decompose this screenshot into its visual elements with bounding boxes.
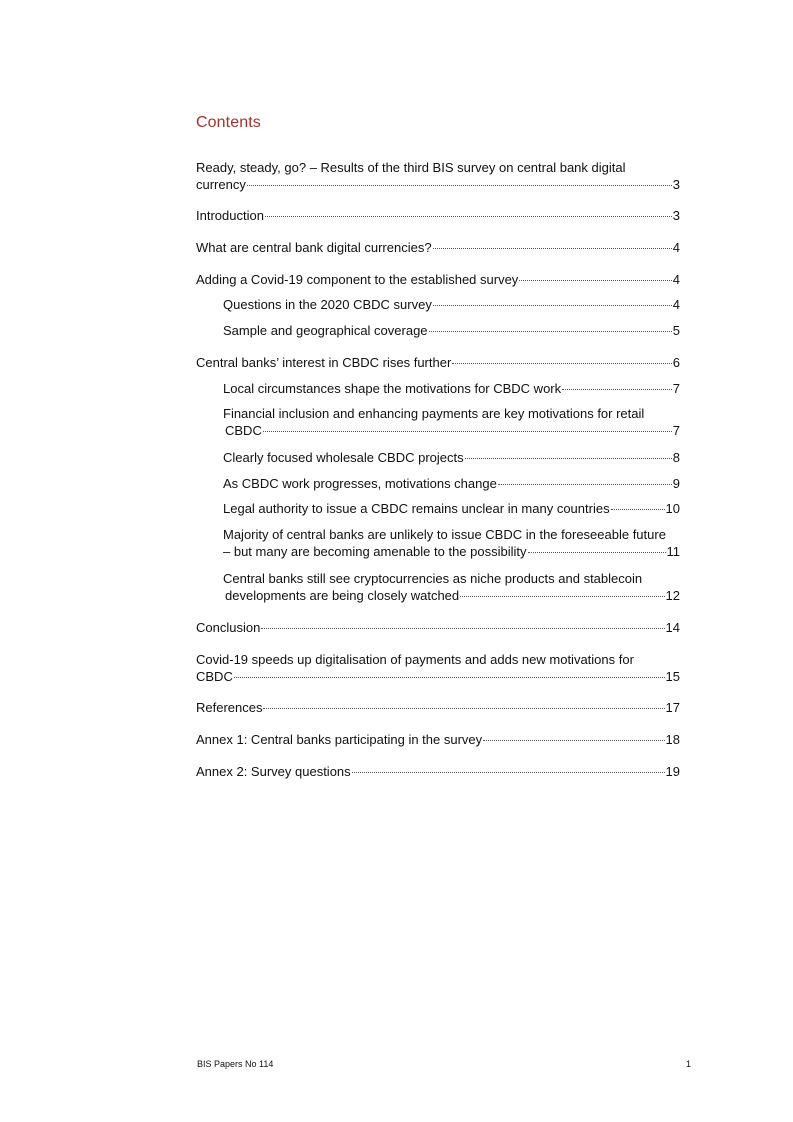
toc-page-number: 12 [665, 588, 680, 603]
toc-page-number: 18 [665, 732, 680, 747]
toc-subentry-financial-inclusion[interactable] [223, 405, 680, 439]
leader-dots [519, 280, 671, 281]
toc-page-number: 6 [672, 355, 680, 370]
toc-entry-interest-rises[interactable] [196, 354, 680, 371]
toc-entry-label: Central banks’ interest in CBDC rises further [196, 355, 452, 370]
leader-dots [263, 708, 664, 709]
toc-entry-label-cont: CBDC [225, 423, 262, 438]
leader-dots [234, 677, 665, 678]
toc-entry-label: Local circumstances shape the motivations for CBDC work [223, 381, 562, 396]
toc-page-number: 15 [665, 669, 680, 684]
toc-entry-covid-digitalisation[interactable] [196, 651, 680, 685]
toc-entry-annex-2[interactable] [196, 763, 680, 780]
toc-entry-label: Conclusion [196, 620, 261, 635]
toc-entry-label: Adding a Covid-19 component to the established survey [196, 272, 519, 287]
toc-subentry-motivations-change[interactable] [223, 475, 680, 492]
leader-dots [263, 431, 672, 432]
toc-entry-annex-1[interactable] [196, 731, 680, 748]
toc-subentry-local-circumstances[interactable] [223, 380, 680, 397]
toc-entry-label: Annex 2: Survey questions [196, 764, 351, 779]
toc-subentry-majority-unlikely[interactable] [223, 526, 680, 560]
toc-subentry-wholesale[interactable] [223, 449, 680, 466]
toc-subentry-legal-authority[interactable] [223, 500, 680, 517]
toc-page-number: 9 [672, 476, 680, 491]
leader-dots [247, 185, 672, 186]
leader-dots [611, 509, 665, 510]
toc-page-number: 3 [672, 208, 680, 223]
toc-entry-label: Introduction [196, 208, 264, 223]
leader-dots [498, 484, 672, 485]
toc-subentry-questions[interactable] [223, 296, 680, 313]
toc-page-number: 7 [672, 423, 680, 438]
leader-dots [433, 248, 672, 249]
toc-entry-label: Questions in the 2020 CBDC survey [223, 297, 432, 312]
leader-dots [352, 772, 665, 773]
toc-entry-references[interactable] [196, 699, 680, 716]
leader-dots [433, 305, 672, 306]
toc-entry-label: Sample and geographical coverage [223, 323, 428, 338]
toc-entry-label: As CBDC work progresses, motivations change [223, 476, 497, 491]
leader-dots [452, 363, 671, 364]
toc-entry-what-are-cbdc[interactable] [196, 239, 680, 256]
toc-page-number: 7 [672, 381, 680, 396]
toc-page-number: 4 [672, 240, 680, 255]
toc-entry-label: Financial inclusion and enhancing payments are key motivations for retail [223, 406, 645, 421]
toc-page-number: 14 [665, 620, 680, 635]
toc-subentry-sample[interactable] [223, 322, 680, 339]
footer-publication: BIS Papers No 114 [197, 1059, 274, 1069]
toc-page-number: 3 [672, 177, 680, 192]
toc-entry-label: Clearly focused wholesale CBDC projects [223, 450, 464, 465]
toc-entry-label: Annex 1: Central banks participating in the survey [196, 732, 483, 747]
leader-dots [562, 389, 672, 390]
toc-entry-label-cont: CBDC [196, 669, 233, 684]
toc-entry-label: References [196, 700, 263, 715]
leader-dots [429, 331, 672, 332]
toc-entry-label: Covid-19 speeds up digitalisation of payments and adds new motivations for [196, 652, 634, 667]
toc-page-number: 5 [672, 323, 680, 338]
toc-entry-label: Majority of central banks are unlikely to issue CBDC in the foreseeable future [223, 527, 666, 542]
leader-dots [465, 458, 672, 459]
toc-entry-label: Legal authority to issue a CBDC remains unclear in many countries [223, 501, 610, 516]
toc-page-number: 8 [672, 450, 680, 465]
leader-dots [460, 596, 664, 597]
leader-dots [265, 216, 672, 217]
toc-entry-label: What are central bank digital currencies? [196, 240, 432, 255]
toc-entry-label-cont: developments are being closely watched [225, 588, 460, 603]
toc-page-number: 19 [665, 764, 680, 779]
toc-entry-label: Ready, steady, go? – Results of the third BIS survey on central bank digital [196, 160, 626, 175]
toc-page-number: 4 [672, 297, 680, 312]
toc-entry-bis-survey[interactable] [196, 159, 680, 193]
toc-page-number: 4 [672, 272, 680, 287]
toc-page-number: 10 [665, 501, 680, 516]
leader-dots [261, 628, 664, 629]
toc-entry-introduction[interactable] [196, 207, 680, 224]
toc-page-number: 11 [666, 544, 680, 559]
toc-entry-label-cont: currency [196, 177, 246, 192]
toc-entry-conclusion[interactable] [196, 619, 680, 636]
toc-subentry-cryptocurrencies[interactable] [223, 570, 680, 604]
toc-entry-covid-component[interactable] [196, 271, 680, 288]
toc-entry-label-cont: – but many are becoming amenable to the possibility [223, 544, 527, 559]
footer-page-number: 1 [685, 1059, 691, 1069]
contents-heading: Contents [196, 114, 261, 131]
toc-entry-label: Central banks still see cryptocurrencies as niche products and stablecoin [223, 571, 643, 586]
leader-dots [483, 740, 664, 741]
toc-page-number: 17 [665, 700, 680, 715]
leader-dots [528, 552, 666, 553]
